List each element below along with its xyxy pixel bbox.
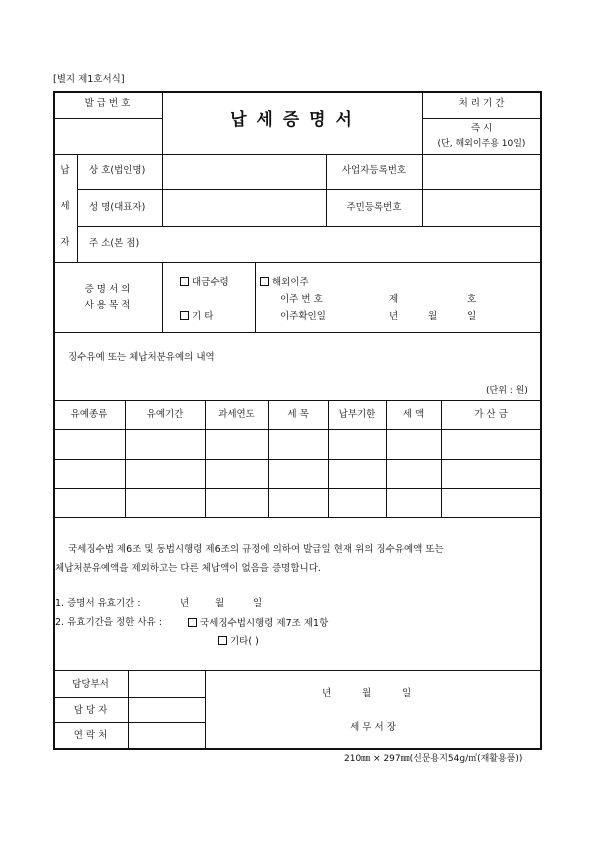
certification-statement: 체납처분유예액을 제외하고는 다른 체납액이 없음을 증명합니다. (55, 563, 321, 574)
purpose-label: 사 용 목 적 (84, 300, 131, 311)
period-value: 즉 시 (470, 123, 493, 134)
outer-border-top (53, 91, 542, 93)
validity-year: 년 (180, 598, 190, 609)
emigration-no-unit: 호 (467, 294, 477, 305)
business-name-label: 상 호(법인명) (89, 165, 146, 176)
outer-border-left (53, 91, 55, 750)
divider (326, 154, 327, 226)
option-label: 대금수령 (192, 277, 229, 288)
divider (205, 670, 206, 749)
taxpayer-group-label: 납 (60, 165, 70, 176)
issue-date-month: 월 (362, 688, 372, 699)
option-label: 해외이주 (272, 277, 309, 288)
emigration-no-unit: 제 (389, 294, 399, 305)
address-field[interactable] (163, 227, 540, 261)
resident-no-field[interactable] (423, 190, 540, 225)
divider (53, 517, 541, 518)
validity-month: 월 (215, 598, 225, 609)
issue-date-day: 일 (402, 688, 412, 699)
table-header-cell: 세 목 (287, 409, 309, 420)
contact-label: 연 락 처 (73, 730, 108, 741)
divider (53, 400, 541, 401)
emigration-no-label: 이주 번 호 (280, 294, 323, 305)
table-header-cell: 세 액 (402, 409, 425, 420)
validity-day: 일 (253, 598, 263, 609)
resident-no-label: 주민등록번호 (346, 202, 402, 213)
period-note: (단, 해외이주용 10일) (437, 139, 526, 149)
issue-date-year: 년 (322, 688, 332, 699)
representative-field[interactable] (163, 190, 325, 225)
business-name-field[interactable] (163, 155, 325, 188)
taxpayer-group-label: 자 (60, 237, 70, 248)
emigration-date-year: 년 (389, 311, 399, 322)
issue-no-field[interactable] (54, 119, 161, 153)
table-header-cell: 과세연도 (218, 409, 255, 420)
unit-note: (단위 : 원) (486, 386, 528, 396)
validity-reason-label: 2. 유효기간을 정한 사유 : (55, 617, 162, 628)
purpose-option-emigration[interactable] (260, 277, 309, 288)
purpose-option-payment[interactable] (180, 277, 229, 288)
table-row[interactable] (54, 489, 540, 516)
divider (53, 670, 541, 671)
reason-option-decree[interactable] (188, 618, 328, 629)
validity-label: 1. 증명서 유효기간 : (55, 598, 141, 609)
officer-field[interactable] (129, 698, 204, 721)
table-header-cell: 납부기한 (338, 409, 376, 420)
biz-reg-no-field[interactable] (423, 155, 540, 188)
table-header-cell: 가 산 금 (474, 409, 508, 420)
dept-label: 담당부서 (72, 679, 109, 690)
dept-field[interactable] (129, 671, 204, 696)
table-header-cell: 유예기간 (146, 409, 184, 420)
emigration-date-month: 월 (428, 311, 438, 322)
table-row[interactable] (54, 430, 540, 458)
checkbox-icon (180, 277, 189, 286)
divider (53, 262, 541, 263)
form-code: [별지 제1호서식] (53, 74, 125, 85)
divider (162, 262, 163, 332)
paper-note: 210㎜ × 297㎜(신문용지54g/㎡(재활용품)) (344, 754, 523, 764)
issue-no-label: 발 급 번 호 (84, 98, 131, 109)
signer: 세 무 서 장 (350, 722, 396, 733)
checkbox-icon (188, 618, 197, 627)
certification-statement: 국세징수법 제6조 및 동법시행령 제6조의 규정에 의하여 발급일 현재 위의 징수유예액 또는 (68, 544, 444, 555)
option-label: 기 타 (192, 311, 214, 322)
address-label: 주 소(본 점) (89, 238, 140, 249)
outer-border-bottom (53, 748, 542, 750)
divider (53, 332, 541, 333)
emigration-date-label: 이주확인일 (280, 311, 326, 322)
page-title: 납 세 증 명 서 (230, 110, 354, 130)
option-label: 국세징수법시행령 제7조 제1항 (200, 618, 329, 629)
checkbox-icon (260, 277, 269, 286)
option-label: 기타( ) (230, 636, 259, 647)
contact-field[interactable] (129, 723, 204, 747)
representative-label: 성 명(대표자) (89, 202, 146, 213)
table-row[interactable] (54, 460, 540, 487)
checkbox-icon (180, 311, 189, 320)
emigration-date-day: 일 (467, 311, 477, 322)
officer-label: 담 당 자 (73, 705, 108, 716)
checkbox-icon (218, 636, 227, 645)
divider (77, 154, 78, 262)
divider (255, 262, 256, 332)
purpose-option-other[interactable] (180, 311, 213, 322)
taxpayer-group-label: 세 (60, 201, 70, 212)
period-label: 처 리 기 간 (458, 98, 505, 109)
divider (422, 118, 541, 119)
biz-reg-no-label: 사업자등록번호 (341, 165, 407, 176)
deferral-title: 징수유예 또는 체납처분유예의 내역 (68, 352, 215, 363)
purpose-label: 증 명 서 의 (84, 284, 131, 295)
reason-option-other[interactable] (218, 636, 259, 647)
table-header-cell: 유예종류 (70, 409, 108, 420)
